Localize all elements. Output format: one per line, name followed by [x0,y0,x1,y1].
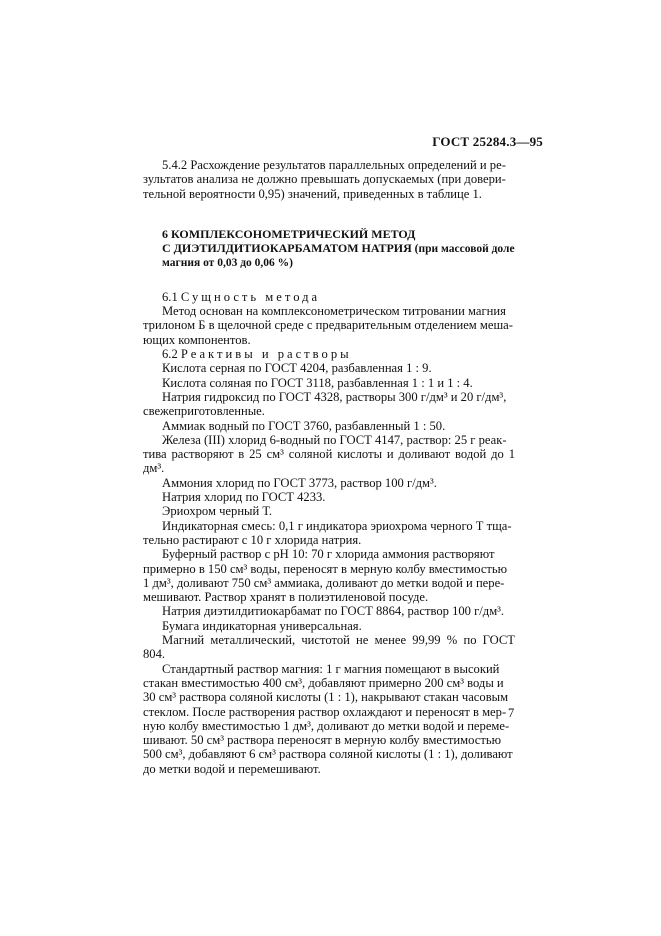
subsection-number: 6.1 [162,289,181,304]
reagent-line: Магний металлический, чистотой не менее 99,99 % по ГОСТ 804. [143,633,515,662]
reagent-line: тельно растирают с 10 г хлорида натрия. [143,532,362,547]
page-content [143,158,515,776]
section-6-heading-note: (при массовой доле [411,242,515,255]
clause-5-4-2-line: тельной вероятности 0,95) значений, приведенных в таблице 1. [143,186,482,201]
reagent-line: стакан вместимостью 400 см³, добавляют примерно 200 см³ воды и [143,675,504,690]
reagent-line: мешивают. Раствор хранят в полиэтиленовой посуде. [143,590,429,605]
reagent-line: 30 см³ раствора соляной кислоты (1 : 1), накрывают стакан часовым [143,690,509,705]
reagent-line: Железа (III) хлорид 6-водный по ГОСТ 4147, раствор: 25 г реак- [162,432,507,447]
reagent-line: Бумага индикаторная универсальная. [162,618,362,633]
paragraph-line: ющих компонентов. [143,332,251,347]
section-6-heading [143,227,515,270]
subsection-6-1-heading [143,290,515,304]
paragraph-line: трилоном Б в щелочной среде с предварительным отделением меша- [143,318,513,333]
reagent-line: до метки водой и перемешивают. [143,761,321,776]
subsection-number: 6.2 [162,347,181,362]
reagent-line: Натрия хлорид по ГОСТ 4233. [162,490,326,505]
reagent-line: ную колбу вместимостью 1 дм³, доливают до метки водой и переме- [143,718,510,733]
paragraph-line: Метод основан на комплексонометрическом титровании магния [162,304,506,319]
clause-5-4-2-line: 5.4.2 Расхождение результатов параллельных определений и ре- [162,158,506,172]
subsection-6-2-heading [143,347,515,361]
reagent-line: Эриохром черный Т. [162,504,272,519]
subsection-title: Сущность метода [180,289,321,304]
section-6-heading-main: С ДИЭТИЛДИТИОКАРБАМАТОМ НАТРИЯ [162,240,412,255]
reagent-line: Кислота серная по ГОСТ 4204, разбавленная 1 : 9. [162,361,432,376]
reagent-line: Аммиак водный по ГОСТ 3760, разбавленный 1 : 50. [162,418,446,433]
document-header: ГОСТ 25284.3—95 [432,134,543,149]
subsection-title: Реактивы и растворы [180,347,352,362]
section-6-heading-line [143,241,515,256]
reagent-line: свежеприготовленные. [143,404,265,419]
reagent-line: Натрия гидроксид по ГОСТ 4328, растворы 300 г/дм³ и 20 г/дм³, [162,389,507,404]
reagent-line: 1 дм³, доливают 750 см³ аммиака, доливают до метки водой и пере- [143,575,505,590]
reagent-line: стеклом. После растворения раствор охлаждают и переносят в мер- [143,704,507,719]
section-6-heading-line: 6 КОМПЛЕКСОНОМЕТРИЧЕСКИЙ МЕТОД [162,226,416,241]
clause-5-4-2-line: зультатов анализа не должно превышать допускаемых (при довери- [143,172,506,187]
reagent-line: Буферный раствор с рН 10: 70 г хлорида аммония растворяют [162,547,495,562]
page-number: 7 [508,706,515,720]
reagent-line: Индикаторная смесь: 0,1 г индикатора эриохрома черного Т тща- [162,518,512,533]
reagent-line: примерно в 150 см³ воды, переносят в мерную колбу вместимостью [143,561,508,576]
section-6-heading-line: магния от 0,03 до 0,06 %) [162,256,293,269]
reagent-line: шивают. 50 см³ раствора переносят в мерную колбу вместимостью [143,733,501,748]
reagent-line: Натрия диэтилдитиокарбамат по ГОСТ 8864, раствор 100 г/дм³. [162,604,505,619]
reagent-line: Стандартный раствор магния: 1 г магния помещают в высокий [162,661,500,676]
reagent-line: 500 см³, добавляют 6 см³ раствора соляной кислоты (1 : 1), доливают [143,747,513,762]
reagent-line: Аммония хлорид по ГОСТ 3773, раствор 100 г/дм³. [162,475,437,490]
reagent-line: тива растворяют в 25 см³ соляной кислоты и доливают водой до 1 дм³. [143,447,515,476]
reagent-line: Кислота соляная по ГОСТ 3118, разбавленная 1 : 1 и 1 : 4. [162,375,473,390]
